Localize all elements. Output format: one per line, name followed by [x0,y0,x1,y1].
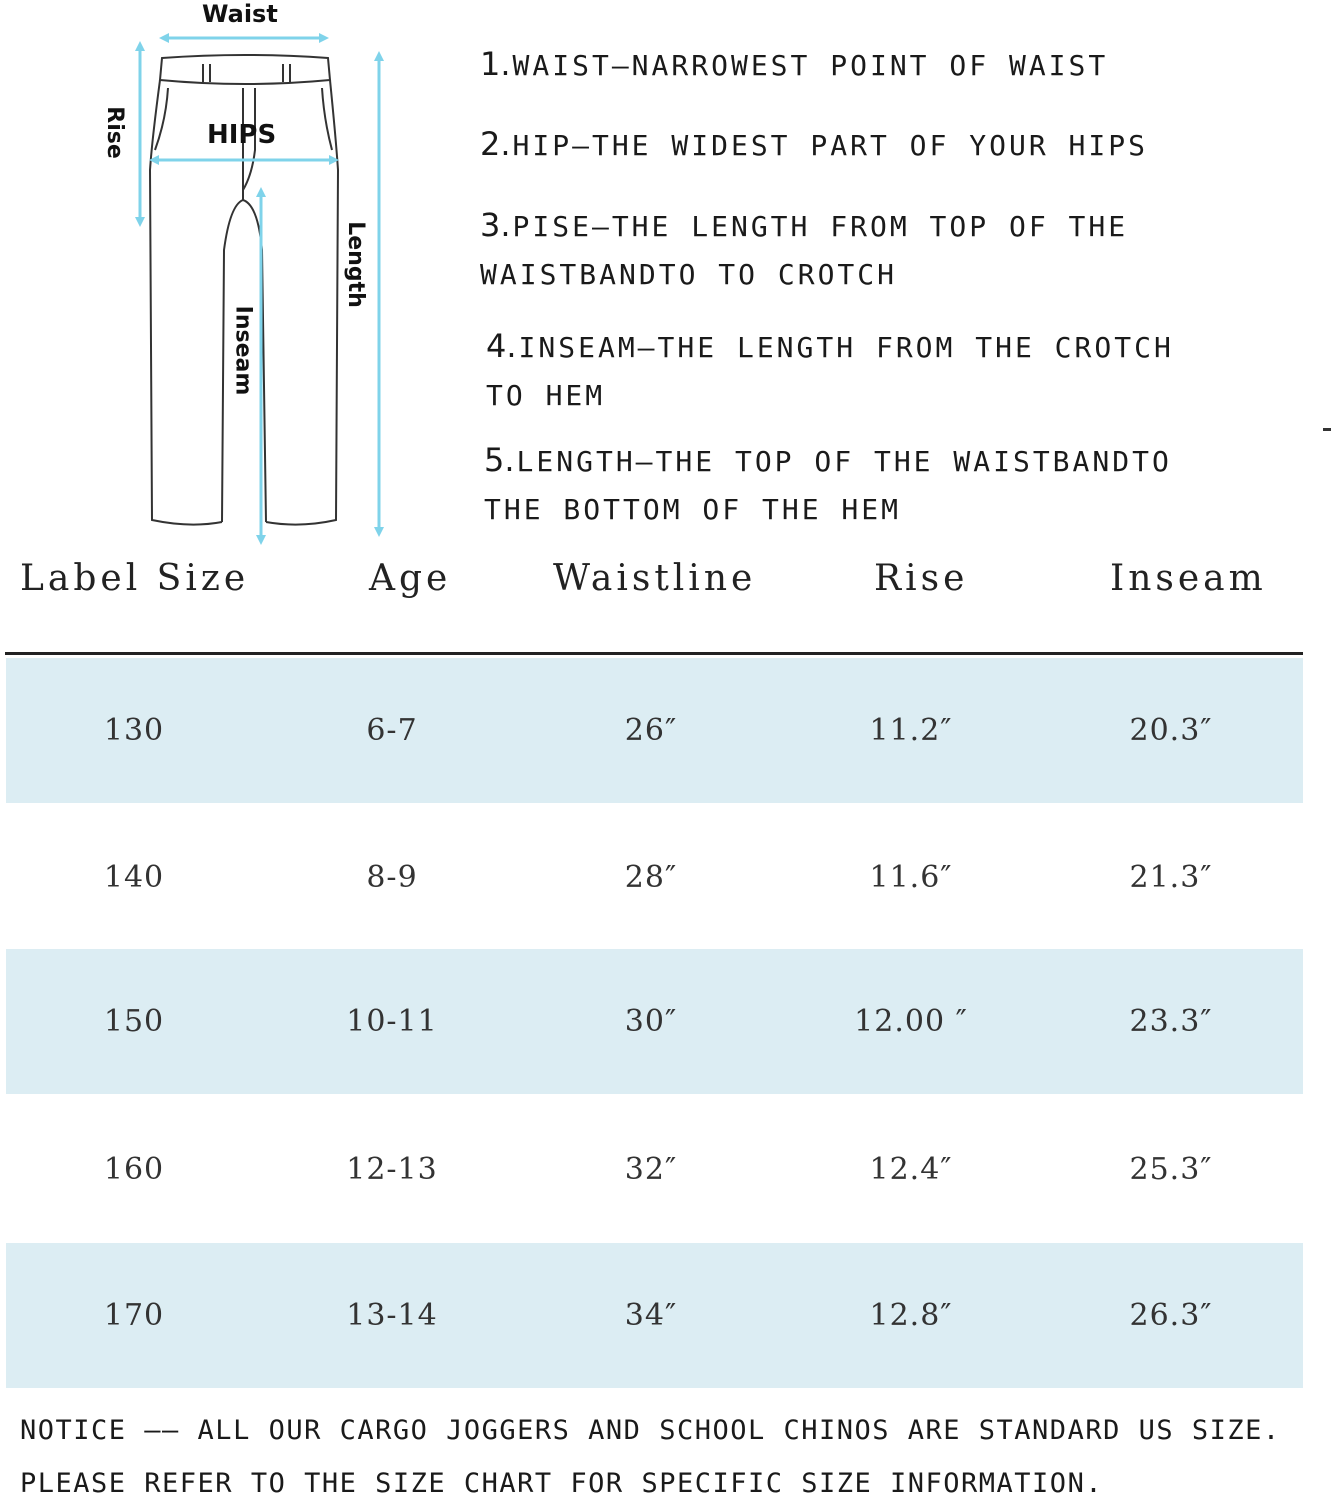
instruction-number: 2. [480,125,511,163]
instruction-text: PISE—THE LENGTH FROM TOP OF THE [512,210,1129,243]
cell-rise: 12.8″ [869,1298,953,1333]
instruction-number: 3. [480,206,511,244]
cell-waistline: 34″ [624,1298,678,1333]
header-divider [5,652,1303,655]
instruction-text-continued: WAISTBANDTO TO CROTCH [480,258,898,291]
table-row [6,949,1303,1094]
notice-line-2: PLEASE REFER TO THE SIZE CHART FOR SPECIFIC SIZE INFORMATION. [20,1468,1104,1499]
cell-inseam: 25.3″ [1129,1152,1213,1187]
instruction-5 [484,436,1172,534]
column-header-age: Age [369,558,452,599]
instruction-text-continued: TO HEM [486,379,606,412]
table-row [6,1243,1303,1388]
cell-inseam: 26.3″ [1129,1298,1213,1333]
cell-waistline: 26″ [624,713,678,748]
cell-age: 10-11 [346,1004,438,1039]
cell-waistline: 28″ [624,860,678,895]
instruction-number: 4. [486,327,517,365]
cell-inseam: 23.3″ [1129,1004,1213,1039]
column-header-inseam: Inseam [1110,558,1267,599]
cell-waistline: 32″ [624,1152,678,1187]
instruction-text: INSEAM—THE LENGTH FROM THE CROTCH [518,331,1174,364]
length-label: Length [342,221,368,308]
cell-age: 6-7 [366,713,418,748]
cell-age: 8-9 [366,860,418,895]
edge-tick-mark [1323,428,1331,431]
cell-rise: 11.2″ [869,713,953,748]
cell-age: 12-13 [346,1152,438,1187]
table-row [6,805,1303,950]
cell-rise: 12.00 ″ [854,1004,968,1039]
cell-rise: 11.6″ [869,860,953,895]
instruction-4 [486,322,1174,420]
pants-measurement-diagram [100,0,400,550]
column-header-label-size: Label Size [20,558,250,599]
hips-label: HIPS [207,120,277,150]
notice-line-1: NOTICE —— ALL OUR CARGO JOGGERS AND SCHOOL CHINOS ARE STANDARD US SIZE. [20,1415,1281,1446]
table-row [6,658,1303,803]
instruction-2 [480,120,1148,170]
inseam-label: Inseam [230,305,256,396]
cell-inseam: 20.3″ [1129,713,1213,748]
cell-rise: 12.4″ [869,1152,953,1187]
cell-label-size: 130 [103,713,165,748]
instruction-3 [480,201,1128,299]
cell-label-size: 150 [103,1004,165,1039]
cell-label-size: 160 [103,1152,165,1187]
cell-inseam: 21.3″ [1129,860,1213,895]
instruction-number: 5. [484,441,515,479]
instruction-text-continued: THE BOTTOM OF THE HEM [484,493,902,526]
instruction-text: WAIST—NARROWEST POINT OF WAIST [512,49,1109,82]
column-header-rise: Rise [874,558,969,599]
instruction-number: 1. [480,45,511,83]
cell-label-size: 170 [103,1298,165,1333]
table-row [6,1097,1303,1242]
instruction-1 [480,40,1108,90]
cell-age: 13-14 [346,1298,438,1333]
waist-label: Waist [202,0,278,28]
column-header-waistline: Waistline [553,558,757,599]
cell-waistline: 30″ [624,1004,678,1039]
rise-label: Rise [101,106,127,159]
cell-label-size: 140 [103,860,165,895]
instruction-text: HIP—THE WIDEST PART OF YOUR HIPS [512,129,1148,162]
instruction-text: LENGTH—THE TOP OF THE WAISTBANDTO [516,445,1172,478]
